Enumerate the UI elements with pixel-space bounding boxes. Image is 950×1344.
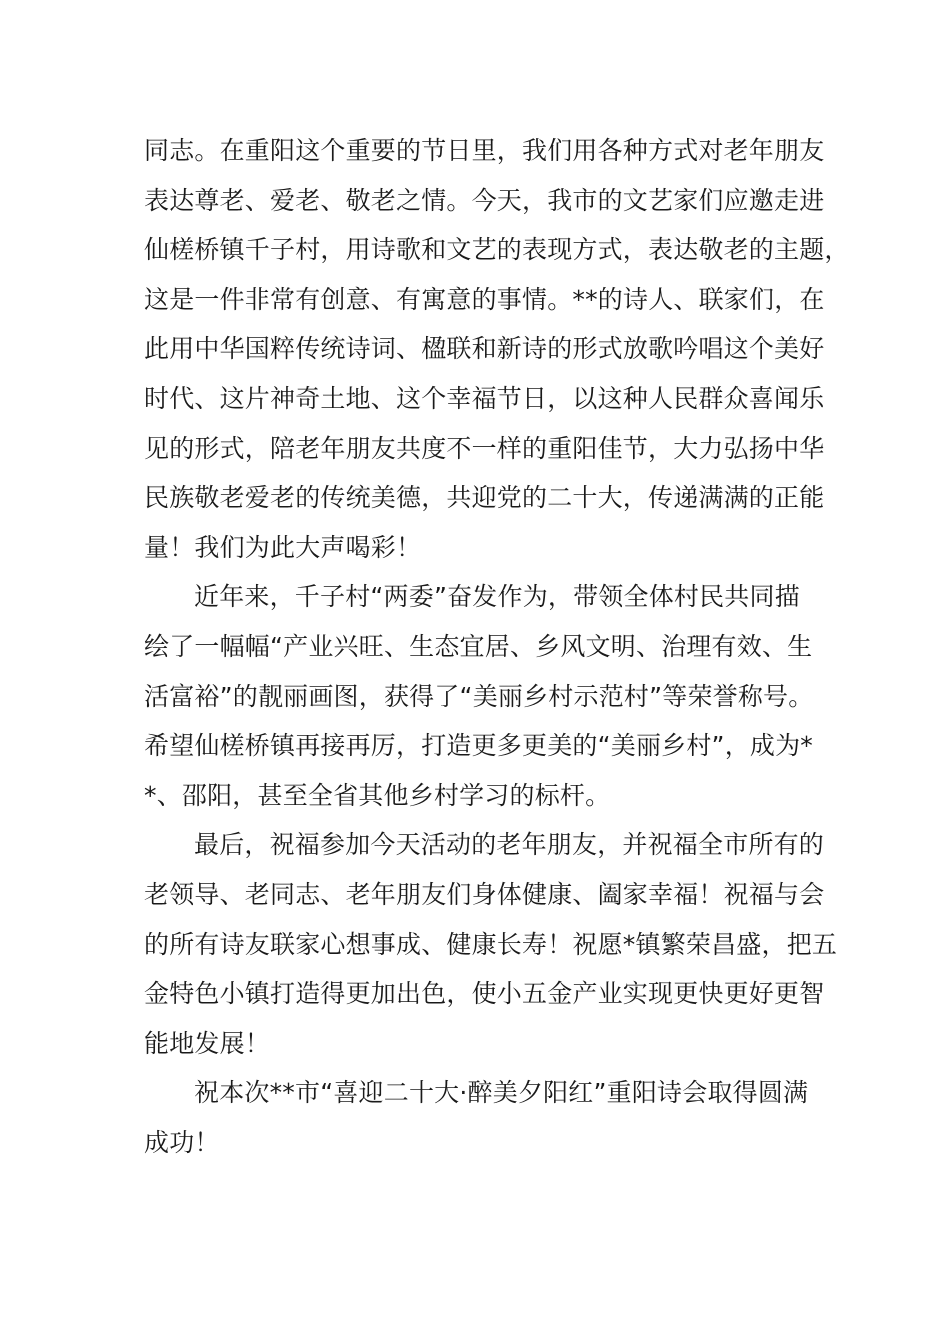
paragraph-4 bbox=[144, 1068, 824, 1167]
text-line: 老领导、老同志、老年朋友们身体健康、阖家幸福！祝福与会 bbox=[144, 879, 825, 909]
text-line: 能地发展！ bbox=[144, 1028, 271, 1058]
text-line: 同志。在重阳这个重要的节日里，我们用各种方式对老年朋友 bbox=[144, 136, 825, 165]
text-line: 成功！ bbox=[144, 1127, 220, 1157]
text-line: 此用中华国粹传统诗词、楹联和新诗的形式放歌吟唱这个美好 bbox=[144, 334, 825, 364]
text-line: 量！我们为此大声喝彩！ bbox=[144, 532, 422, 562]
text-line: 最后，祝福参加今天活动的老年朋友，并祝福全市所有的 bbox=[194, 830, 825, 860]
text-line: 这是一件非常有创意、有寓意的事情。**的诗人、联家们，在 bbox=[144, 284, 825, 314]
text-line: 近年来，千子村“两委”奋发作为，带领全体村民共同描 bbox=[194, 582, 800, 612]
text-line: 时代、这片神奇土地、这个幸福节日，以这种人民群众喜闻乐 bbox=[144, 383, 825, 413]
text-line: 的所有诗友联家心想事成、健康长寿！祝愿*镇繁荣昌盛，把五 bbox=[144, 929, 838, 959]
text-line: 绘了一幅幅“产业兴旺、生态宜居、乡风文明、治理有效、生 bbox=[144, 631, 813, 661]
document-body bbox=[144, 126, 850, 1167]
text-line: 活富裕”的靓丽画图，获得了“美丽乡村示范村”等荣誉称号。 bbox=[144, 681, 814, 711]
text-line: 祝本次**市“喜迎二十大·醉美夕阳红”重阳诗会取得圆满 bbox=[194, 1078, 809, 1108]
text-line: 金特色小镇打造得更加出色，使小五金产业实现更快更好更智 bbox=[144, 979, 825, 1009]
text-line: 仙槎桥镇千子村，用诗歌和文艺的表现方式，表达敬老的主题， bbox=[144, 235, 850, 265]
paragraph-1 bbox=[144, 126, 850, 572]
text-line: 见的形式，陪老年朋友共度不一样的重阳佳节，大力弘扬中华 bbox=[144, 433, 825, 463]
text-line: 希望仙槎桥镇再接再厉，打造更多更美的“美丽乡村”，成为* bbox=[144, 731, 814, 761]
text-line: *、邵阳，甚至全省其他乡村学习的标杆。 bbox=[144, 780, 611, 810]
text-line: 表达尊老、爱老、敬老之情。今天，我市的文艺家们应邀走进 bbox=[144, 185, 825, 215]
text-line: 民族敬老爱老的传统美德，共迎党的二十大，传递满满的正能 bbox=[144, 483, 825, 513]
paragraph-3 bbox=[144, 820, 838, 1068]
paragraph-2 bbox=[144, 572, 824, 820]
